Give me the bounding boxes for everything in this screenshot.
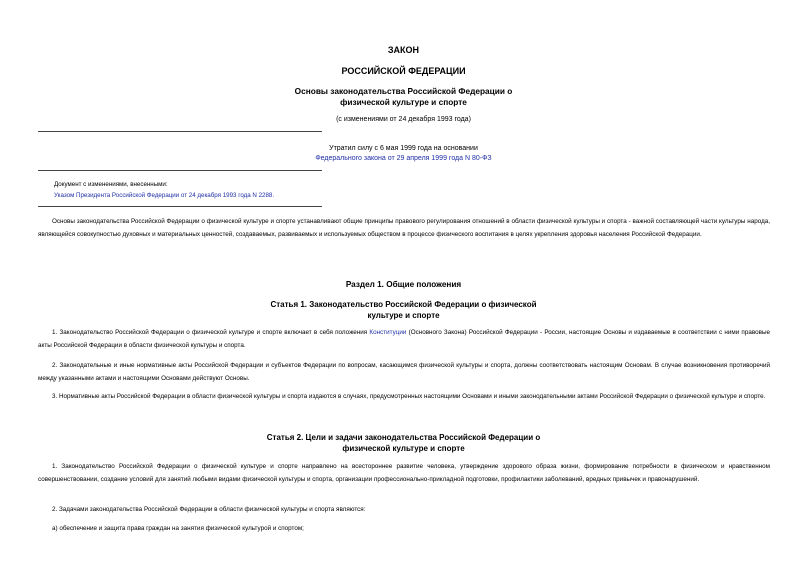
amendments-note: (с изменениями от 24 декабря 1993 года) bbox=[336, 116, 471, 123]
law-subtitle-line2: физической культуре и спорте bbox=[340, 97, 467, 107]
article-2-paragraph-1: 1. Законодательство Российской Федерации о физической культуре и спорте направлено на всестороннее развитие человека, утверждение здорового образа жизни, формирование потребности в физическом и нравственном совершенствовании, создание условий для занятий любыми видами физической культуры и спорта, организации профессионально-прикладной подготовки, профилактики заболеваний, вредных привычек и правонарушений. bbox=[38, 463, 770, 483]
amended-by-label: Документ с изменениями, внесенными: bbox=[54, 181, 168, 188]
law-title-line2: РОССИЙСКОЙ ФЕДЕРАЦИИ bbox=[341, 66, 466, 76]
article-1-paragraph-3: 3. Нормативные акты Российской Федерации в области физической культуры и спорта издаются в случаях, предусмотренных настоящими Основами и иными законодательными актами Российской Федерации о физической культуре и спорте. bbox=[52, 393, 766, 400]
divider bbox=[38, 206, 322, 207]
law-title-line1: ЗАКОН bbox=[387, 45, 420, 55]
lost-force-note: Утратил силу с 6 мая 1999 года на основании bbox=[329, 145, 478, 152]
article-1-title-line2: культуре и спорте bbox=[367, 311, 440, 320]
article-2-paragraph-2: 2. Задачами законодательства Российской Федерации в области физической культуры и спорта являются: bbox=[52, 506, 366, 513]
divider bbox=[38, 170, 322, 171]
article-2-title-line1: Статья 2. Цели и задачи законодательства Российской Федерации о bbox=[266, 433, 541, 442]
law-subtitle-line1: Основы законодательства Российской Федерации о bbox=[294, 86, 513, 96]
article-1-paragraph-2: 2. Законодательные и иные нормативные акты Российской Федерации и субъектов Федерации по вопросам, касающимся физической культуры и спорта, должны соответствовать настоящим Основам. В случае возникновения противоречий между указанными актами и настоящими Основами действуют Основы. bbox=[38, 362, 770, 382]
preamble-paragraph: Основы законодательства Российской Федерации о физической культуре и спорте устанавливают общие принципы правового регулирования отношений в области физической культуры и спорта - важной составляющей части культуры народа, являющейся совокупностью духовных и материальных ценностей, создаваемых, развиваемых и используемых обществом в процессе физического воспитания в целях укрепления здоровья населения Российской Федерации. bbox=[38, 218, 770, 238]
article-1-title-line1: Статья 1. Законодательство Российской Федерации о физической bbox=[270, 300, 537, 309]
section-1-title: Раздел 1. Общие положения bbox=[345, 280, 462, 289]
constitution-link[interactable]: Конституции bbox=[369, 329, 407, 336]
article-2-paragraph-3: а) обеспечение и защита права граждан на занятия физической культурой и спортом; bbox=[52, 525, 304, 532]
article-1-paragraph-1: 1. Законодательство Российской Федерации о физической культуре и спорте включает в себя положения Конституции (Основного Закона) Российской Федерации - России, настоящие Основы и издаваемые в соответствии с ними правовые акты Российской Федерации в области физической культуры и спорта. bbox=[38, 329, 770, 349]
divider bbox=[38, 131, 322, 132]
basis-law-link[interactable]: Федерального закона от 29 апреля 1999 года N 80-ФЗ bbox=[315, 155, 492, 162]
amended-by-link[interactable]: Указом Президента Российской Федерации от 24 декабря 1993 года N 2288. bbox=[54, 192, 275, 199]
article-2-title-line2: физической культуре и спорте bbox=[342, 444, 465, 453]
